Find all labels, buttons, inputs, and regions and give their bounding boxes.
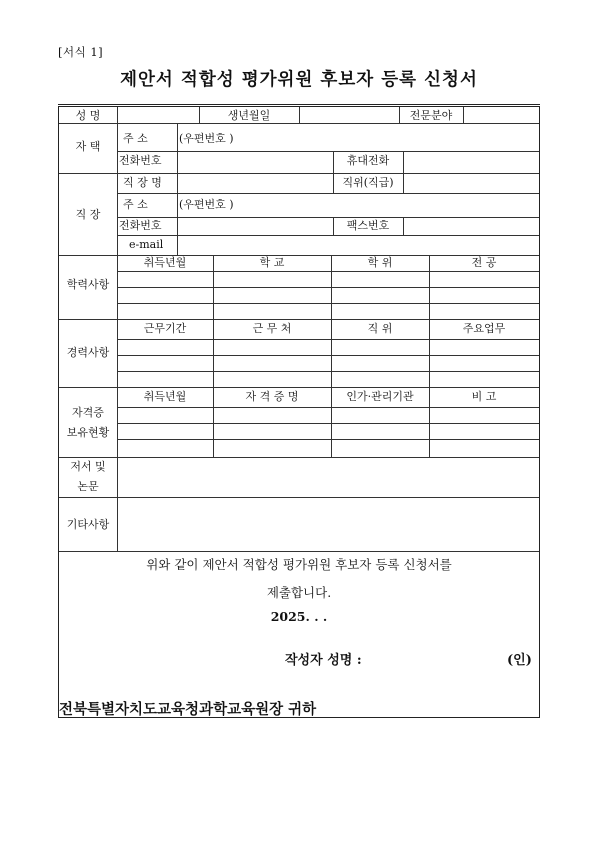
application-form [58, 106, 540, 718]
etc-label: 기타사항 [66, 518, 110, 531]
work-section-label: 직 장 [75, 208, 101, 221]
home-section-label: 자 택 [75, 140, 101, 153]
fax-label: 팩스번호 [346, 219, 390, 232]
home-postal: (우편번호 ) [179, 132, 234, 145]
career-header-period: 근무기간 [143, 322, 187, 335]
license-label-1: 자격증 [72, 406, 104, 419]
page-title: 제안서 적합성 평가위원 후보자 등록 신청서 [120, 70, 478, 90]
papers-label-2: 논문 [77, 480, 99, 493]
work-address-label: 주 소 [123, 198, 148, 211]
recipient-line: 전북특별자치도교육청과학교육원장 귀하 [59, 701, 317, 718]
work-postal: (우편번호 ) [179, 198, 234, 211]
name-label: 성 명 [75, 109, 101, 122]
career-header-position: 직 위 [367, 322, 393, 335]
license-header-note: 비 고 [471, 390, 497, 403]
seal-mark: (인) [507, 653, 532, 668]
submission-date: 2025. . . [270, 609, 328, 624]
license-header-authority: 인가·관리기관 [346, 390, 414, 403]
license-header-name: 자 격 증 명 [245, 390, 299, 403]
education-label: 학력사항 [66, 278, 110, 291]
field-label: 전문분야 [409, 109, 453, 122]
form-number-label: [서식 1] [58, 45, 104, 59]
declaration-line-2: 제출합니다. [266, 585, 332, 600]
education-header-school: 학 교 [259, 256, 285, 269]
birth-label: 생년월일 [227, 109, 271, 122]
home-address-label: 주 소 [123, 132, 148, 145]
education-header-date: 취득년월 [143, 256, 187, 269]
education-header-degree: 학 위 [367, 256, 393, 269]
license-label-2: 보유현황 [66, 426, 110, 439]
workplace-label: 직 장 명 [123, 176, 162, 189]
career-header-duties: 주요업무 [462, 322, 506, 335]
career-label: 경력사항 [66, 346, 110, 359]
mobile-label: 휴대전화 [346, 154, 390, 167]
email-label: e-mail [129, 238, 164, 251]
license-header-date: 취득년월 [143, 390, 187, 403]
declaration-line-1: 위와 같이 제안서 적합성 평가위원 후보자 등록 신청서를 [146, 557, 452, 572]
papers-label-1: 저서 및 [70, 460, 106, 473]
career-header-workplace: 근 무 처 [252, 322, 292, 335]
home-phone-label: 전화번호 [119, 154, 162, 167]
education-header-major: 전 공 [471, 256, 497, 269]
signer-label: 작성자 성명 : [285, 653, 362, 668]
position-label: 직위(직급) [342, 176, 394, 189]
work-phone-label: 전화번호 [119, 219, 162, 232]
